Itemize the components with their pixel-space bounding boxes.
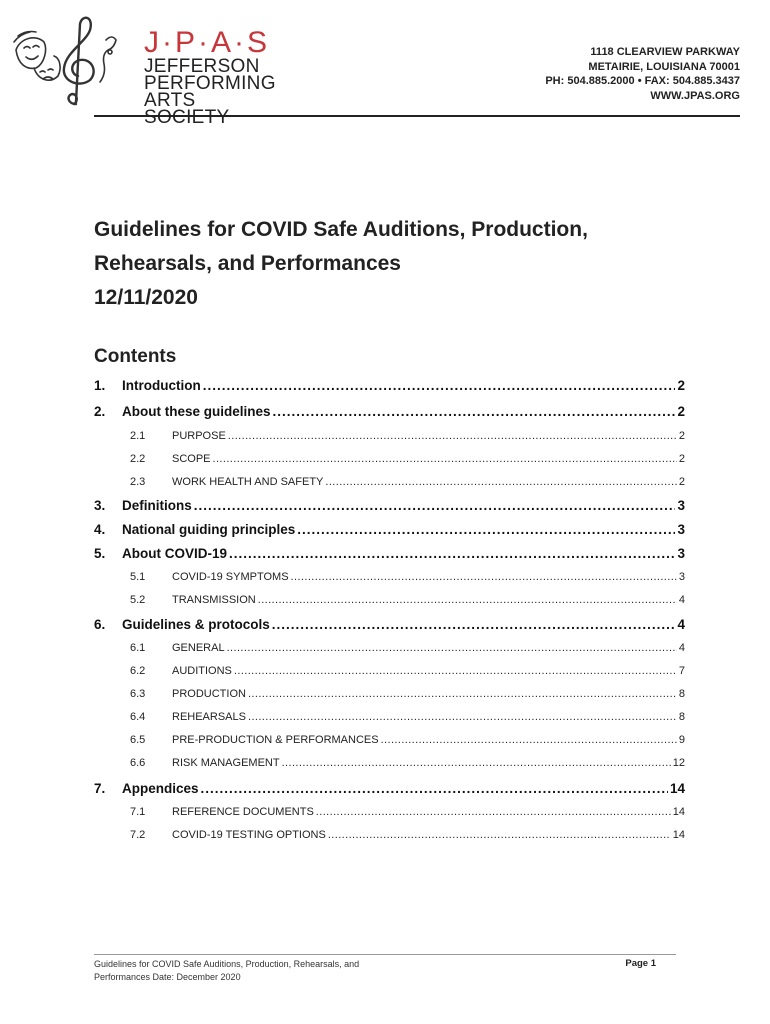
toc-leader (203, 378, 676, 393)
toc-page: 14 (672, 806, 685, 818)
org-name-line-3: ARTS SOCIETY (144, 90, 230, 128)
toc-number: 6.6 (130, 757, 146, 769)
toc-subentry[interactable] (94, 430, 685, 442)
toc-leader (282, 757, 671, 769)
toc-label: Introduction (122, 378, 201, 393)
toc-leader (258, 594, 677, 606)
toc-label: PRODUCTION (172, 688, 246, 700)
document-title (94, 213, 588, 315)
toc-leader (381, 734, 677, 746)
toc-label: Appendices (122, 781, 199, 796)
toc-subentry[interactable] (94, 806, 685, 818)
toc-page: 8 (678, 711, 685, 723)
toc-number: 5. (94, 546, 106, 561)
toc-label: Definitions (122, 498, 192, 513)
title-date: 12/11/2020 (94, 286, 198, 309)
toc-number: 3. (94, 498, 106, 513)
toc-leader (228, 430, 677, 442)
toc-page: 14 (669, 781, 685, 796)
toc-page: 9 (678, 734, 685, 746)
contact-block (545, 45, 740, 103)
toc-leader (291, 571, 677, 583)
footer-line-2: Performances Date: December 2020 (94, 972, 241, 982)
toc-label: About these guidelines (122, 404, 271, 419)
toc-number: 7. (94, 781, 106, 796)
toc-subentry[interactable] (94, 665, 685, 677)
toc-page: 2 (677, 378, 685, 393)
toc-label: REHEARSALS (172, 711, 246, 723)
toc-number: 7.2 (130, 829, 146, 841)
toc-page: 2 (678, 476, 685, 488)
toc-page: 4 (678, 594, 685, 606)
toc-entry[interactable] (94, 617, 685, 632)
toc-entry[interactable] (94, 378, 685, 393)
toc-label: COVID-19 TESTING OPTIONS (172, 829, 326, 841)
toc-label: TRANSMISSION (172, 594, 256, 606)
toc-label: WORK HEALTH AND SAFETY (172, 476, 324, 488)
toc-number: 6.1 (130, 642, 146, 654)
toc-page: 3 (677, 546, 685, 561)
toc-entry[interactable] (94, 522, 685, 537)
toc-page: 2 (677, 404, 685, 419)
toc-subentry[interactable] (94, 453, 685, 465)
toc-label: RISK MANAGEMENT (172, 757, 280, 769)
toc-number: 1. (94, 378, 106, 393)
toc-number: 6.3 (130, 688, 146, 700)
toc-label: PURPOSE (172, 430, 226, 442)
org-name-line-1: JEFFERSON (144, 56, 260, 77)
toc-number: 6. (94, 617, 106, 632)
toc-leader (325, 476, 677, 488)
toc-label: REFERENCE DOCUMENTS (172, 806, 314, 818)
toc-label: COVID-19 SYMPTOMS (172, 571, 289, 583)
toc-subentry[interactable] (94, 476, 685, 488)
toc-number: 5.1 (130, 571, 146, 583)
toc-page: 3 (678, 571, 685, 583)
toc-page: 7 (678, 665, 685, 677)
toc-number: 6.4 (130, 711, 146, 723)
jpas-logo (10, 12, 276, 128)
toc-subentry[interactable] (94, 757, 685, 769)
toc-entry[interactable] (94, 546, 685, 561)
toc-page: 2 (678, 430, 685, 442)
toc-number: 7.1 (130, 806, 146, 818)
toc-subentry[interactable] (94, 571, 685, 583)
toc-page: 2 (678, 453, 685, 465)
toc-entry[interactable] (94, 781, 685, 796)
toc-leader (273, 404, 676, 419)
footer-divider (94, 954, 676, 955)
website-link[interactable]: WWW.JPAS.ORG (650, 89, 740, 102)
org-abbreviation: J·P·A·S (144, 26, 270, 59)
toc-page: 14 (672, 829, 685, 841)
toc-number: 2.1 (130, 430, 146, 442)
toc-number: 6.2 (130, 665, 146, 677)
header-divider (94, 115, 740, 117)
toc-subentry[interactable] (94, 711, 685, 723)
toc-subentry[interactable] (94, 688, 685, 700)
toc-label: PRE-PRODUCTION & PERFORMANCES (172, 734, 379, 746)
toc-leader (248, 711, 677, 723)
footer-line-1: Guidelines for COVID Safe Auditions, Production, Rehearsals, and (94, 959, 360, 969)
org-name-line-2: PERFORMING (144, 73, 276, 94)
toc-number: 2.3 (130, 476, 146, 488)
toc-subentry[interactable] (94, 829, 685, 841)
toc-page: 12 (672, 757, 685, 769)
toc-page: 8 (678, 688, 685, 700)
toc-label: About COVID-19 (122, 546, 228, 561)
toc-leader (297, 522, 675, 537)
toc-leader (234, 665, 677, 677)
title-line-1: Guidelines for COVID Safe Auditions, Production, (94, 218, 588, 241)
toc-number: 2. (94, 404, 106, 419)
city-line: METAIRIE, LOUISIANA 70001 (588, 60, 740, 73)
toc-label: AUDITIONS (172, 665, 232, 677)
page-number: Page 1 (625, 958, 656, 969)
toc-label: GENERAL (172, 642, 225, 654)
toc-entry[interactable] (94, 498, 685, 513)
toc-entry[interactable] (94, 404, 685, 419)
toc-subentry[interactable] (94, 734, 685, 746)
toc-number: 4. (94, 522, 106, 537)
toc-page: 4 (677, 617, 685, 632)
toc-subentry[interactable] (94, 594, 685, 606)
toc-page: 3 (677, 498, 685, 513)
toc-number: 2.2 (130, 453, 146, 465)
toc-leader (213, 453, 677, 465)
toc-leader (201, 781, 668, 796)
toc-leader (227, 642, 677, 654)
footer-document-info (94, 958, 359, 984)
toc-leader (316, 806, 671, 818)
toc-label: SCOPE (172, 453, 211, 465)
toc-leader (194, 498, 676, 513)
toc-leader (248, 688, 677, 700)
treble-clef-theatre-masks-icon (10, 12, 135, 108)
toc-number: 6.5 (130, 734, 146, 746)
toc-label: National guiding principles (122, 522, 296, 537)
toc-label: Guidelines & protocols (122, 617, 270, 632)
toc-leader (272, 617, 676, 632)
toc-leader (328, 829, 671, 841)
toc-subentry[interactable] (94, 642, 685, 654)
toc-leader (229, 546, 675, 561)
toc-page: 4 (678, 642, 685, 654)
toc-heading: Contents (94, 346, 177, 367)
phone-fax-line: PH: 504.885.2000 • FAX: 504.885.3437 (545, 75, 740, 87)
title-line-2: Rehearsals, and Performances (94, 252, 401, 275)
address-line: 1118 CLEARVIEW PARKWAY (590, 46, 740, 58)
toc-page: 3 (677, 522, 685, 537)
toc-number: 5.2 (130, 594, 146, 606)
org-name-block (144, 28, 276, 126)
